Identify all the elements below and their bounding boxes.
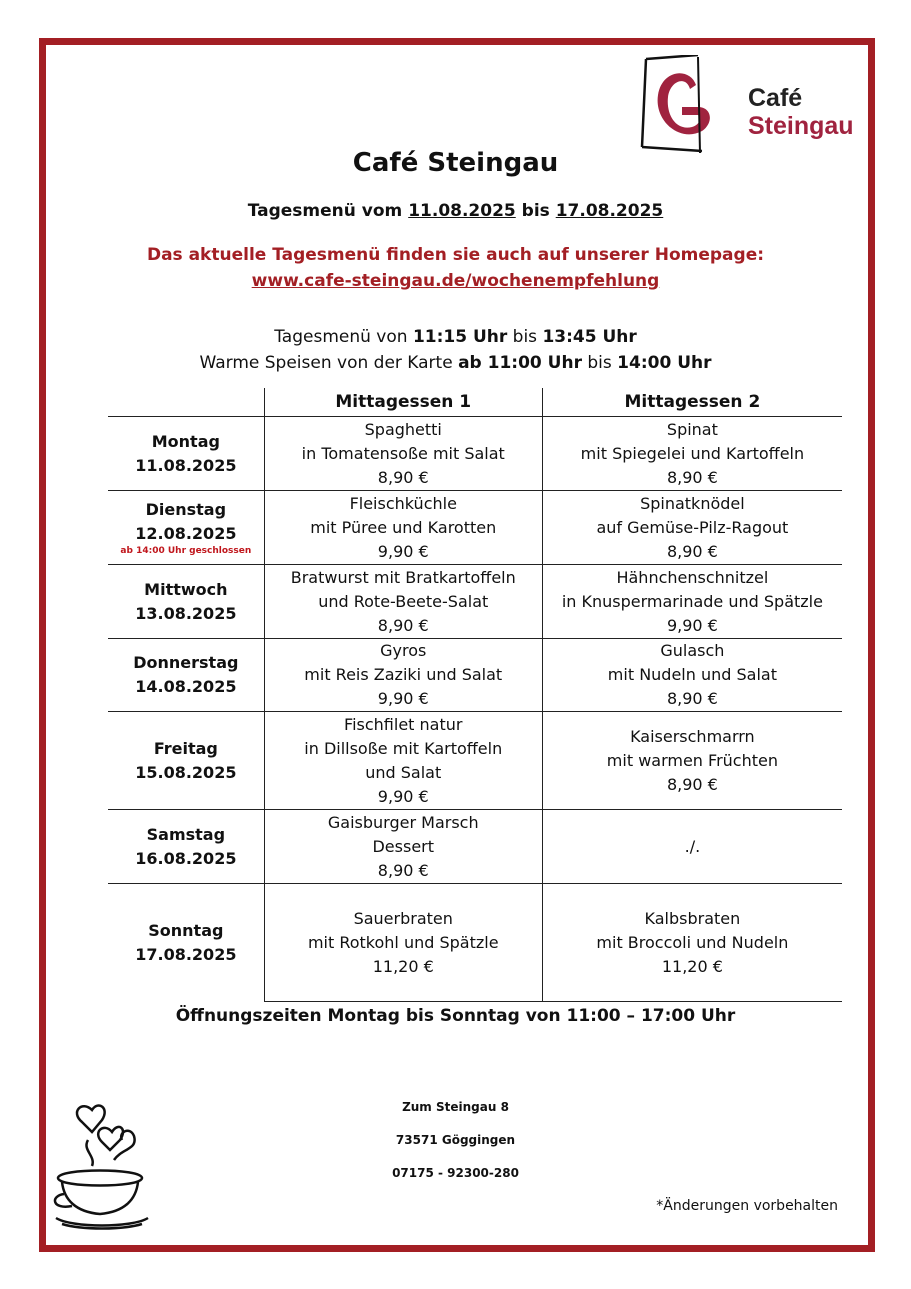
logo-line1: Café [748,84,803,112]
dish-line: Gulasch [660,641,725,660]
day-name: Donnerstag [133,653,239,672]
times-text: Tagesmenü von [274,327,413,347]
mittagessen-2-cell [542,810,842,884]
day-cell [108,491,264,565]
mittagessen-1-cell [264,491,542,565]
times-value: 11:15 Uhr [412,327,508,347]
period-middle: bis [515,201,556,221]
times-line-2 [0,350,911,376]
logo-line2: Steingau [748,112,854,140]
dish-line: in Tomatensoße mit Salat [301,443,505,463]
dish-line: Kalbsbraten [644,908,741,928]
dish-line: Sauerbraten [353,908,453,928]
day-date: 17.08.2025 [135,944,237,964]
day-name: Freitag [153,738,218,758]
day-date: 16.08.2025 [135,848,237,868]
coffee-cup-icon [52,1100,152,1230]
times-value: ab 11:00 Uhr [458,353,582,373]
table-header-row [108,388,842,417]
mittagessen-1-cell [264,712,542,810]
dish-line: mit Rotkohl und Spätzle [307,932,499,952]
mittagessen-2-cell [542,712,842,810]
mittagessen-1-cell [264,417,542,491]
dish-line: 8,90 € [666,689,718,708]
day-date: 11.08.2025 [135,455,237,475]
dish-line: 8,90 € [666,541,718,561]
mittagessen-1-cell [264,810,542,884]
mittagessen-2-cell [542,491,842,565]
dish-line: Gaisburger Marsch [327,812,479,832]
table-row [108,884,842,1002]
closing-note: ab 14:00 Uhr geschlossen [120,546,252,556]
menu-period [0,201,911,221]
table-row [108,417,842,491]
dish-line: 8,90 € [377,615,429,635]
dish-line: Fischfilet natur [344,714,463,734]
homepage-notice [0,242,911,294]
mittagessen-2-cell [542,565,842,639]
dish-line: ./. [684,836,701,856]
dish-line: 9,90 € [377,541,429,561]
day-cell [108,712,264,810]
mittagessen-2-cell [542,884,842,1002]
notice-text: Das aktuelle Tagesmenü finden sie auch auf unserer Homepage: [146,245,765,265]
dish-line: Kaiserschmarrn [630,726,755,746]
mittagessen-2-cell [542,639,842,712]
dish-line: 9,90 € [377,786,429,806]
day-date: 15.08.2025 [135,762,237,782]
dish-line: 8,90 € [666,774,718,794]
period-prefix: Tagesmenü vom [247,201,409,221]
dish-line: und Salat [365,762,442,782]
header-mittagessen-2: Mittagessen 2 [542,388,842,417]
dish-line: Spinatknödel [640,493,745,513]
day-cell [108,417,264,491]
dish-line: mit Püree und Karotten [310,517,497,537]
day-name: Montag [151,431,220,451]
dish-line: Bratwurst mit Bratkartoffeln [290,567,516,587]
dish-line: und Rote-Beete-Salat [318,591,489,611]
menu-table [108,388,842,1002]
times-text: bis [581,353,618,373]
mittagessen-1-cell [264,565,542,639]
times-value: 13:45 Uhr [542,327,637,347]
dish-line: 9,90 € [666,615,718,635]
times-text: bis [507,327,543,347]
table-row [108,491,842,565]
opening-hours: Öffnungszeiten Montag bis Sonntag von 11:00 – 17:00 Uhr [175,1006,736,1026]
times-value: 14:00 Uhr [617,353,712,373]
day-name: Sonntag [148,920,224,940]
day-cell [108,639,264,712]
address-phone: 07175 - 92300-280 [392,1166,519,1180]
address-street: Zum Steingau 8 [402,1100,509,1114]
day-date: 13.08.2025 [135,603,237,623]
dish-line: mit Reis Zaziki und Salat [304,665,503,684]
day-date: 14.08.2025 [135,677,237,696]
table-row [108,712,842,810]
table-row [108,639,842,712]
dish-line: Hähnchenschnitzel [616,567,769,587]
day-date: 12.08.2025 [135,524,237,543]
dish-line: mit Nudeln und Salat [607,665,777,684]
day-name: Samstag [146,824,226,844]
table-row [108,565,842,639]
dish-line: auf Gemüse-Pilz-Ragout [596,517,789,537]
times-text: Warme Speisen von der Karte [199,353,459,373]
serving-times [0,324,911,376]
dish-line: Spaghetti [364,419,442,439]
times-line-1 [0,324,911,350]
page-title: Café Steingau [352,148,559,178]
dish-line: 8,90 € [377,860,429,880]
address-city: 73571 Göggingen [395,1133,516,1147]
dish-line: in Knuspermarinade und Spätzle [561,591,823,611]
homepage-link[interactable]: www.cafe-steingau.de/wochenempfehlung [251,271,660,291]
dish-line: Spinat [666,419,718,439]
header-day [108,388,264,417]
dish-line: 8,90 € [377,467,429,487]
dish-line: 8,90 € [666,467,718,487]
logo-wordmark [748,84,854,140]
day-name: Dienstag [145,500,227,519]
table-row [108,810,842,884]
day-cell [108,884,264,1002]
dish-line: mit Broccoli und Nudeln [596,932,789,952]
dish-line: in Dillsoße mit Kartoffeln [304,738,503,758]
day-cell [108,810,264,884]
mittagessen-1-cell [264,884,542,1002]
day-name: Mittwoch [144,579,228,599]
dish-line: mit warmen Früchten [606,750,778,770]
dish-line: Dessert [372,836,435,856]
period-to: 17.08.2025 [555,201,664,221]
dish-line: mit Spiegelei und Kartoffeln [580,443,805,463]
dish-line: 11,20 € [661,956,723,976]
header-mittagessen-1: Mittagessen 1 [264,388,542,417]
dish-line: Fleischküchle [349,493,457,513]
dish-line: 9,90 € [377,689,429,708]
dish-line: Gyros [380,641,427,660]
mittagessen-1-cell [264,639,542,712]
dish-line: 11,20 € [372,956,434,976]
day-cell [108,565,264,639]
mittagessen-2-cell [542,417,842,491]
period-from: 11.08.2025 [408,201,516,221]
disclaimer: *Änderungen vorbehalten [656,1198,838,1214]
